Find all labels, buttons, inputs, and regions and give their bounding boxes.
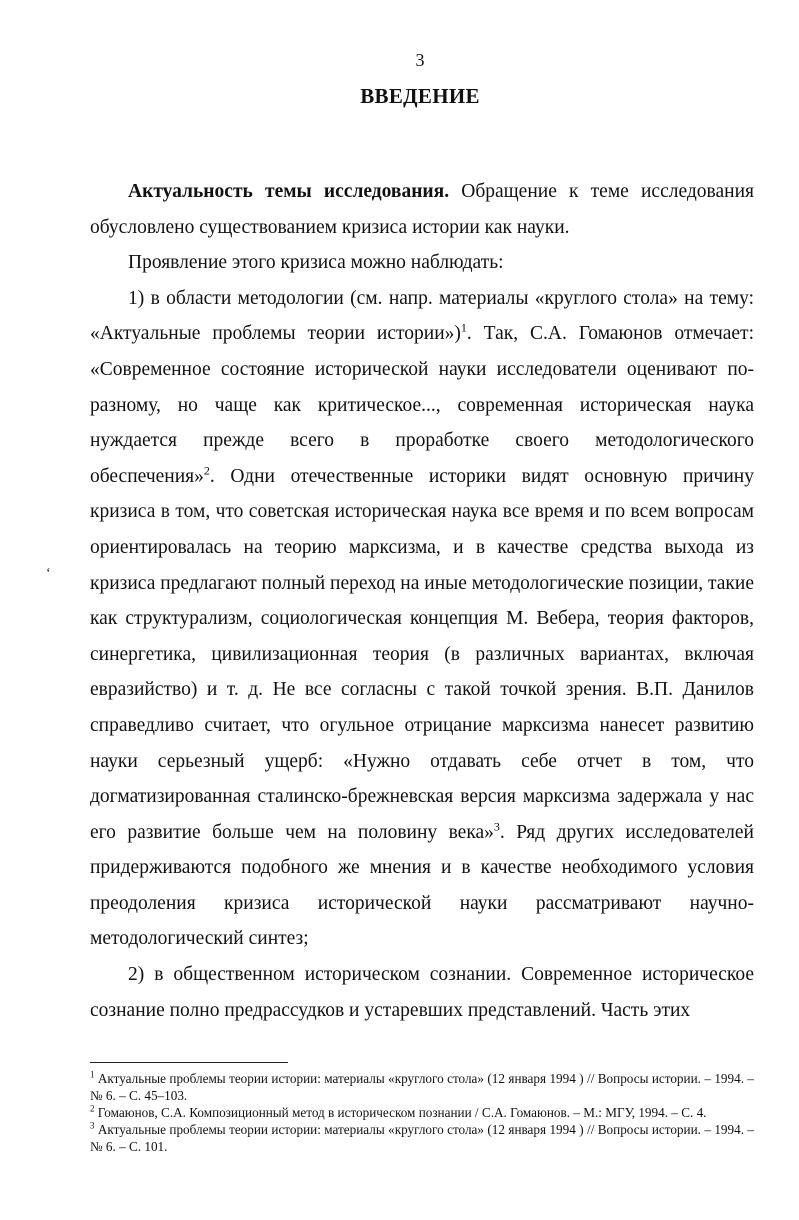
footnote-text: Актуальные проблемы теории истории: материалы «круглого стола» (12 января 1994 ) // Вопросы истории. – 1994. – № 6. – С. 101.	[90, 1122, 754, 1154]
page-number: 3	[415, 50, 425, 70]
paragraph-methodology	[90, 281, 754, 957]
section-lead-heading: Актуальность темы исследования.	[128, 181, 450, 202]
footnote	[90, 1104, 754, 1121]
footnote-text: Гомаюнов, С.А. Композиционный метод в историческом познании / С.А. Гомаюнов. – М.: МГУ, 1994. – С. 4.	[94, 1105, 707, 1120]
page-title: ВВЕДЕНИЕ	[360, 84, 480, 108]
footnote-number: 2	[90, 1103, 95, 1114]
footnote-number: 3	[90, 1120, 95, 1131]
footnote	[90, 1070, 754, 1104]
paragraph-text: Проявление этого кризиса можно наблюдать:	[128, 252, 504, 274]
paragraph-relevance	[90, 174, 754, 245]
paragraph-text: . Одни отечественные историки видят основную причину кризиса в том, что советская историческая наука все время и по всем вопросам ориентировалась на теорию марксизма, и в качестве средства выхода из кризиса предлагают полный переход на иные методологические позиции, такие как структурализм, социологическая концепция М. Вебера, теория факторов, синергетика, цивилизационная теория (в различных вариантах, включая евразийство) и т. д. Не все согласны с такой точкой зрения. В.П. Данилов справедливо считает, что огульное отрицание марксизма нанесет развитию науки серьезный ущерб: «Нужно отдавать себе отчет в том, что догматизированная сталинско-брежневская версия марксизма задержала у нас его развитие больше чем на половину века»	[90, 465, 754, 843]
paragraph-manifestation	[90, 245, 754, 281]
footnote	[90, 1121, 754, 1155]
footnote-text: Актуальные проблемы теории истории: материалы «круглого стола» (12 января 1994 ) // Вопросы истории. – 1994. – № 6. – С. 45–103.	[90, 1071, 754, 1103]
paragraph-text: 2) в общественном историческом сознании. Современное историческое сознание полно предрассудков и устаревших представлений. Часть этих	[90, 964, 754, 1021]
footnote-ref: 1	[460, 320, 467, 335]
footnote-ref: 2	[203, 463, 210, 478]
footnote-ref: 3	[493, 819, 500, 834]
margin-mark: ‘	[46, 566, 51, 581]
footnote-divider	[90, 1062, 288, 1063]
paragraph-text: 1) в области методологии (см. напр. материалы «круглого стола» на тему: «Актуальные проблемы теории истории»)	[90, 287, 754, 345]
body-text	[90, 174, 754, 1028]
footnote-number: 1	[90, 1069, 95, 1080]
paragraph-public-consciousness	[90, 957, 754, 1028]
paragraph-text: . Так, С.А. Гомаюнов отмечает: «Современное состояние исторической науки исследователи оценивают по-разному, но чаще как критическое..., современная историческая наука нуждается прежде всего в проработке своего методологического обеспечения»	[90, 323, 754, 487]
paragraph-text: . Ряд других исследователей придерживаются подобного же мнения и в качестве необходимого условия преодоления кризиса исторической науки рассматривают научно-методологический синтез;	[90, 821, 754, 950]
paragraph-text: Обращение к теме исследования обусловлено существованием кризиса истории как науки.	[90, 181, 754, 238]
footnotes	[90, 1070, 754, 1155]
